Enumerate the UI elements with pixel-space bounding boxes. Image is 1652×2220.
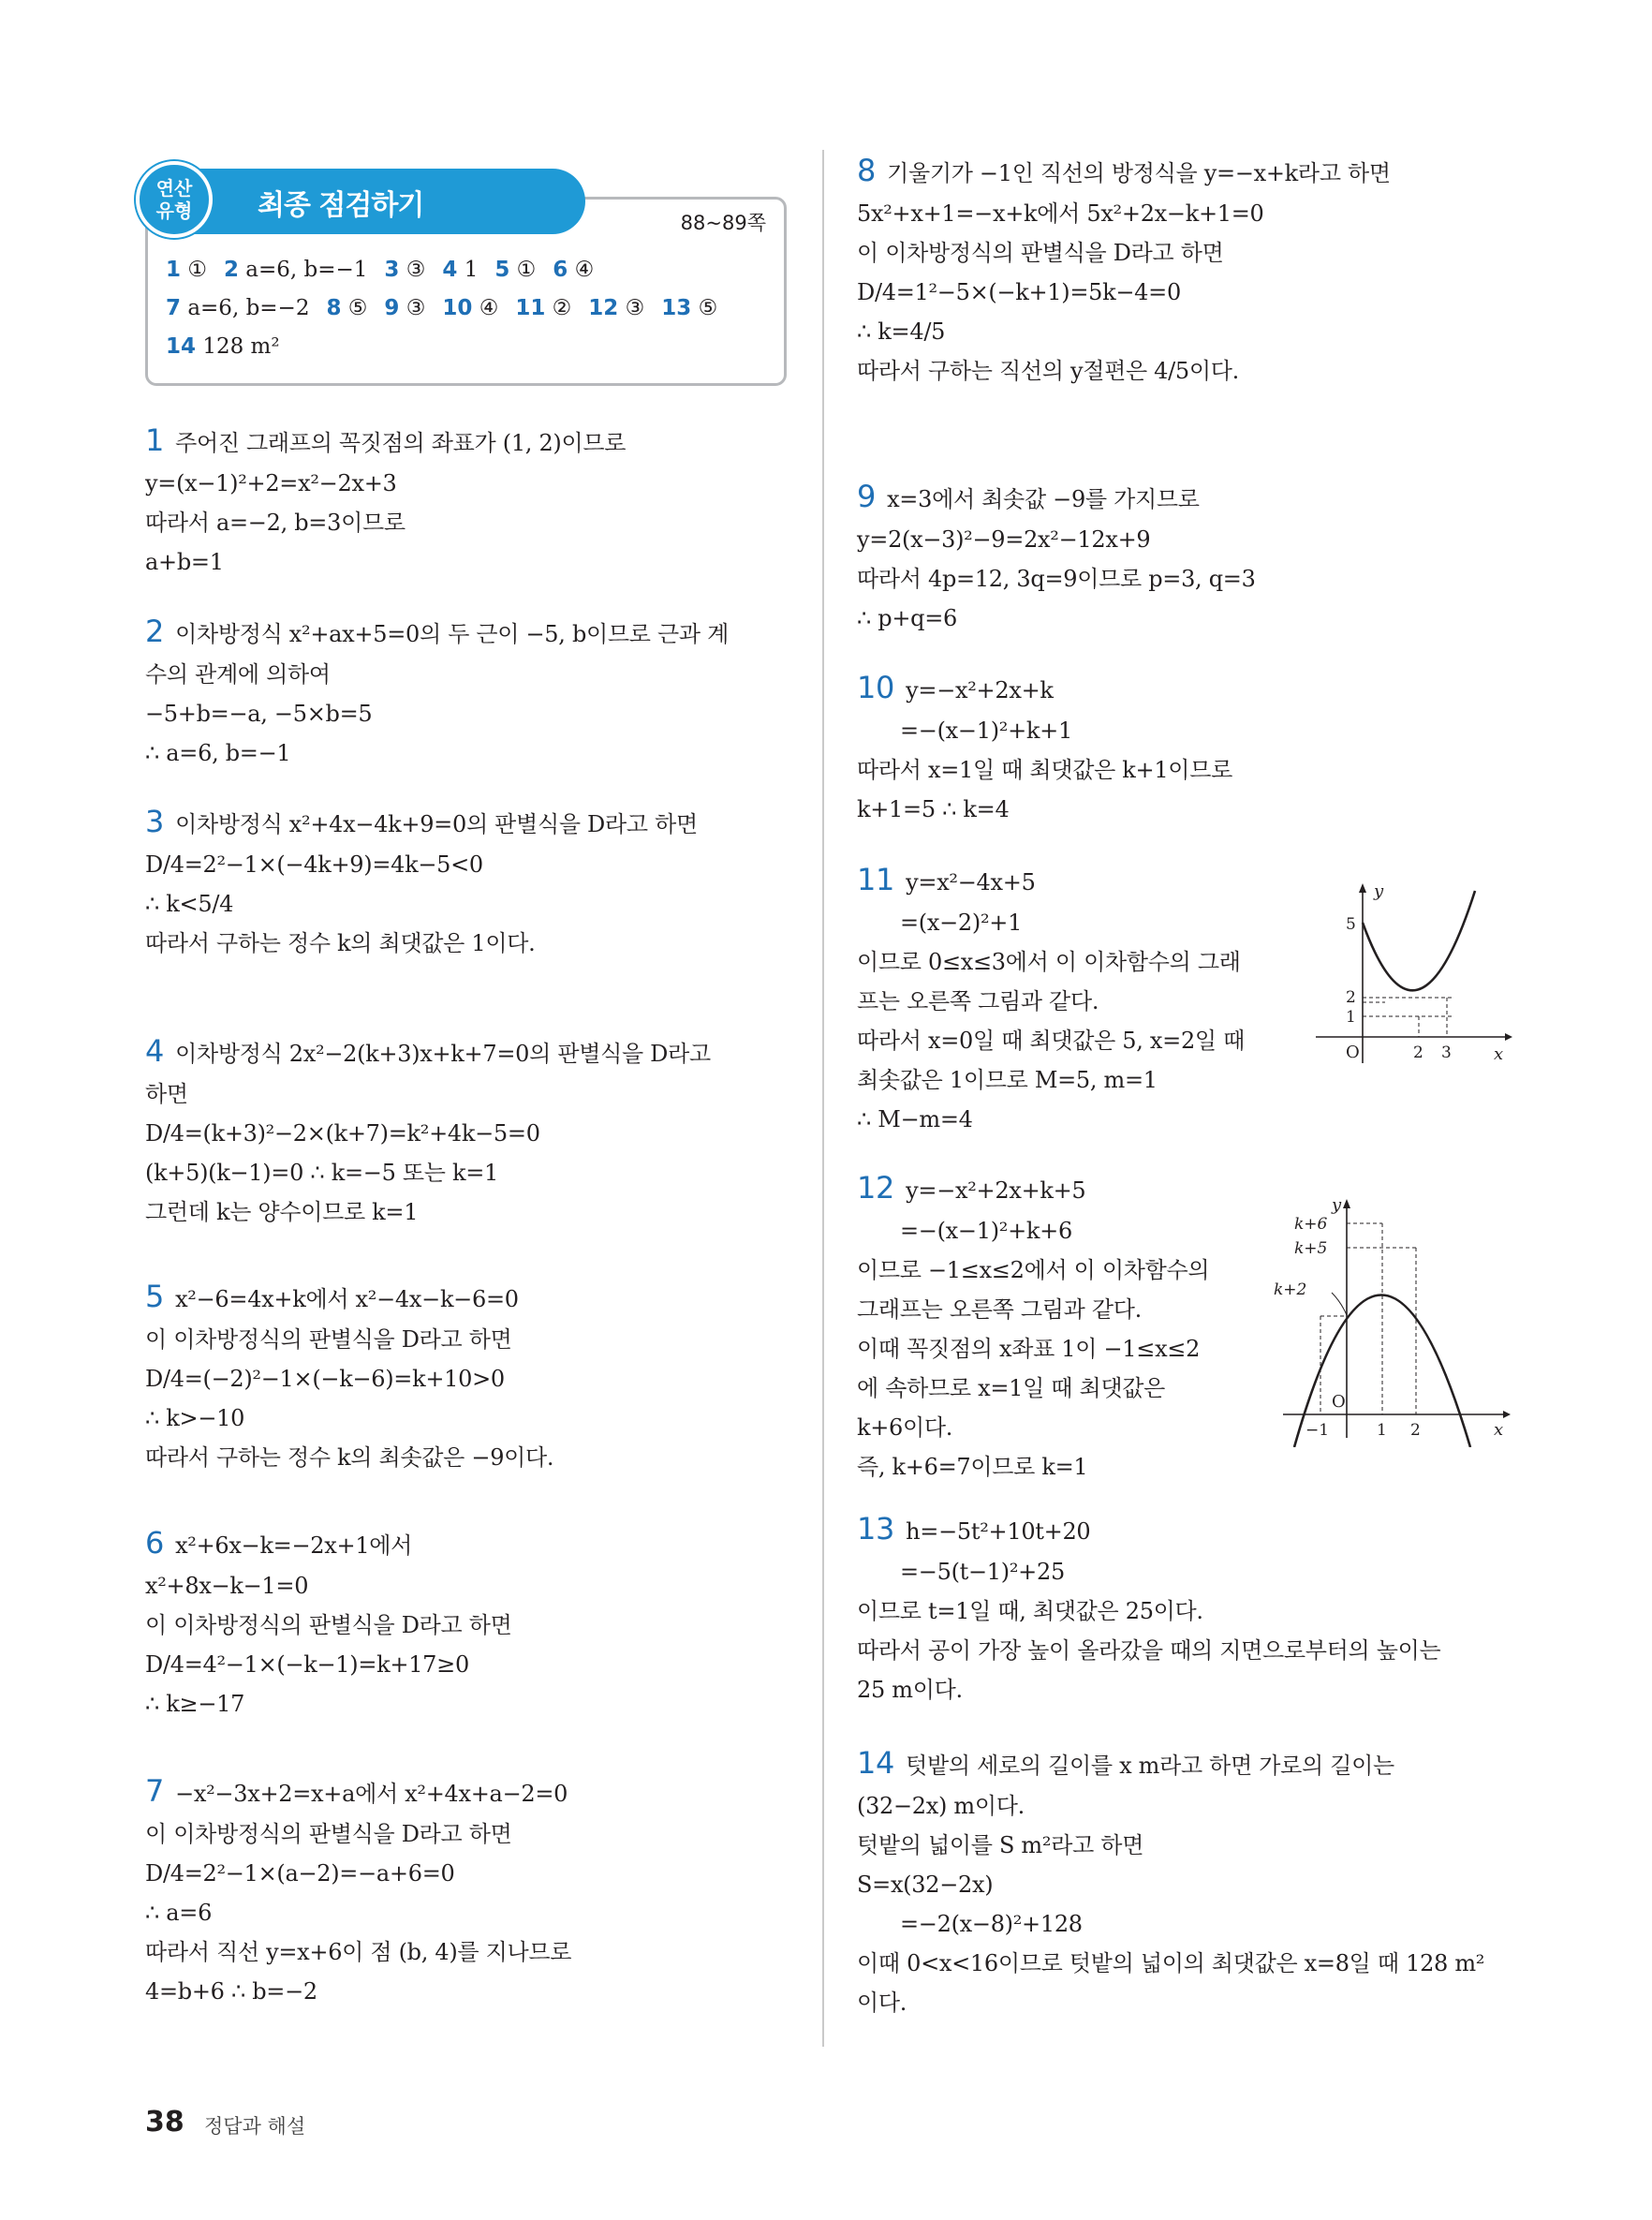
solution-line [145, 1814, 791, 1854]
solution-text: 이 이차방정식의 판별식을 D라고 하면 [145, 1326, 512, 1353]
solution-text: ∴ k>−10 [145, 1405, 245, 1431]
solution-text: 이므로 −1≤x≤2에서 이 이차함수의 [857, 1257, 1210, 1283]
graph12-y-tick-k6: k+6 [1294, 1215, 1328, 1234]
solution-14 [857, 1742, 1503, 2022]
solution-number: 2 [145, 614, 165, 649]
solution-text: =−(x−1)²+k+1 [900, 718, 1072, 744]
solution-text: (k+5)(k−1)=0 ∴ k=−5 또는 k=1 [145, 1160, 498, 1186]
solution-1 [145, 420, 791, 582]
solution-line [857, 1591, 1503, 1631]
solution-line [145, 1684, 791, 1724]
page-number: 38 [145, 2106, 184, 2139]
solution-text: =(x−2)²+1 [900, 910, 1023, 936]
solution-6 [145, 1522, 791, 1724]
answer-value: 1 [464, 258, 479, 282]
solution-text: =−2(x−8)²+128 [900, 1911, 1083, 1937]
answer-summary-box [145, 169, 787, 389]
answer-number: 9 [384, 296, 400, 320]
graph11-x-tick-2: 2 [1413, 1043, 1423, 1062]
solution-text: 이 이차방정식의 판별식을 D라고 하면 [857, 240, 1224, 266]
badge-line-1: 연산 [155, 177, 193, 200]
solution-line [857, 351, 1503, 391]
solution-line [857, 1552, 1503, 1591]
solution-text: D/4=4²−1×(−k−1)=k+17≥0 [145, 1651, 469, 1678]
column-divider [822, 150, 824, 2047]
solution-number: 7 [145, 1773, 165, 1809]
solution-number: 4 [145, 1033, 165, 1069]
solution-text: x²+8x−k−1=0 [145, 1573, 309, 1599]
graph12-x-tick-neg1: −1 [1305, 1421, 1330, 1440]
footer-label: 정답과 해설 [204, 2115, 306, 2138]
solution-text: D/4=(−2)²−1×(−k−6)=k+10>0 [145, 1366, 505, 1392]
answer-value: a=6, b=−2 [187, 296, 310, 320]
ribbon-dot [597, 184, 608, 195]
solution-line [857, 1670, 1503, 1709]
solution-line [857, 1100, 1503, 1139]
answer-value: a=6, b=−1 [245, 258, 368, 282]
answer-value: ① [187, 258, 207, 282]
solution-line [857, 1786, 1503, 1826]
answer-value: ⑤ [698, 296, 718, 320]
solution-text: ∴ p+q=6 [857, 605, 958, 631]
solution-9 [857, 476, 1503, 638]
answer-value: ③ [406, 258, 426, 282]
solution-text: D/4=1²−5×(−k+1)=5k−4=0 [857, 279, 1181, 305]
solution-line [857, 711, 1503, 750]
answer-number: 12 [588, 296, 619, 320]
summary-badge [136, 161, 213, 238]
solution-text: 에 속하므로 x=1일 때 최댓값은 [857, 1375, 1166, 1401]
solution-line [145, 1276, 791, 1320]
solution-line [857, 1508, 1503, 1552]
solution-text: 그래프는 오른쪽 그림과 같다. [857, 1296, 1142, 1323]
solution-text: 따라서 x=1일 때 최댓값은 k+1이므로 [857, 757, 1232, 783]
summary-answer-row [166, 251, 734, 289]
answer-value: ③ [625, 296, 645, 320]
graph11-y-tick-1: 1 [1346, 1008, 1356, 1027]
solution-text: 이차방정식 x²+ax+5=0의 두 근이 −5, b이므로 근과 계 [175, 621, 729, 647]
answer-number: 11 [515, 296, 546, 320]
solution-number: 10 [857, 670, 895, 705]
solution-number: 11 [857, 862, 895, 897]
solution-text: 최솟값은 1이므로 M=5, m=1 [857, 1067, 1158, 1093]
solution-line [145, 503, 791, 542]
solution-number: 5 [145, 1279, 165, 1314]
answer-number: 13 [661, 296, 692, 320]
answer-value: ② [552, 296, 572, 320]
solution-text: 따라서 a=−2, b=3이므로 [145, 510, 406, 536]
answer-number: 4 [442, 258, 458, 282]
graph11-y-tick-5: 5 [1346, 915, 1356, 934]
summary-answer-row [166, 289, 734, 328]
solution-line [145, 1854, 791, 1893]
solution-text: 이차방정식 2x²−2(k+3)x+k+7=0의 판별식을 D라고 [175, 1041, 711, 1067]
solution-line [145, 1399, 791, 1438]
solution-line [145, 733, 791, 773]
solution-text: 주어진 그래프의 꼭짓점의 좌표가 (1, 2)이므로 [175, 430, 627, 456]
solution-line [145, 1153, 791, 1192]
solution-text: 따라서 구하는 직선의 y절편은 4/5이다. [857, 358, 1240, 384]
solution-line [145, 1359, 791, 1399]
solution-line [145, 464, 791, 503]
solution-line [857, 312, 1503, 351]
solution-line [145, 1566, 791, 1606]
solution-10 [857, 667, 1503, 829]
solution-5 [145, 1276, 791, 1477]
solution-text: 이다. [857, 1990, 907, 2016]
answer-value: ④ [574, 258, 595, 282]
solution-line [857, 150, 1503, 194]
solution-text: 그런데 k는 양수이므로 k=1 [145, 1199, 419, 1225]
solution-text: 따라서 구하는 정수 k의 최댓값은 1이다. [145, 930, 536, 956]
solution-text: 4=b+6 ∴ b=−2 [145, 1978, 317, 2005]
answer-value: ⑤ [347, 296, 368, 320]
solution-line [145, 1522, 791, 1566]
solution-text: ∴ M−m=4 [857, 1106, 973, 1132]
solution-number: 8 [857, 153, 877, 188]
solution-line [145, 1320, 791, 1359]
solution-line [857, 599, 1503, 638]
solution-4 [145, 1030, 791, 1232]
solution-line [857, 790, 1503, 829]
solution-text: ∴ k≥−17 [145, 1691, 245, 1717]
solution-text: (32−2x) m이다. [857, 1793, 1025, 1819]
solution-text: 하면 [145, 1081, 188, 1107]
solution-number: 3 [145, 804, 165, 839]
solution-text: 이 이차방정식의 판별식을 D라고 하면 [145, 1821, 512, 1847]
solution-line [145, 420, 791, 464]
solution-text: ∴ a=6, b=−1 [145, 740, 291, 766]
solution-text: y=−x²+2x+k [906, 677, 1054, 703]
solution-line [857, 1865, 1503, 1904]
solution-line [857, 273, 1503, 312]
solution-line [145, 1770, 791, 1814]
solution-text: 따라서 x=0일 때 최댓값은 5, x=2일 때 [857, 1028, 1246, 1054]
answer-number: 5 [494, 258, 510, 282]
solution-text: ∴ k<5/4 [145, 891, 234, 917]
answer-number: 7 [166, 296, 182, 320]
solution-line [857, 1904, 1503, 1944]
solution-line [857, 520, 1503, 559]
solution-text: x²−6=4x+k에서 x²−4x−k−6=0 [175, 1286, 519, 1312]
solution-text: −5+b=−a, −5×b=5 [145, 701, 373, 727]
solution-text: 5x²+x+1=−x+k에서 5x²+2x−k+1=0 [857, 200, 1264, 227]
solution-text: D/4=2²−1×(−4k+9)=4k−5<0 [145, 851, 483, 878]
solution-text: y=2(x−3)²−9=2x²−12x+9 [857, 526, 1151, 553]
solution-text: 따라서 공이 가장 높이 올라갔을 때의 지면으로부터의 높이는 [857, 1637, 1441, 1664]
solution-8 [857, 150, 1503, 391]
solution-text: 이때 꼭짓점의 x좌표 1이 −1≤x≤2 [857, 1336, 1201, 1362]
solution-text: 이때 0<x<16이므로 텃밭의 넓이의 최댓값은 x=8일 때 128 m² [857, 1950, 1485, 1976]
solution-text: a+b=1 [145, 549, 224, 575]
graph12-y-tick-k2: k+2 [1274, 1280, 1307, 1299]
solution-text: 이므로 0≤x≤3에서 이 이차함수의 그래 [857, 949, 1241, 975]
solution-line [857, 667, 1503, 711]
summary-answer-row [166, 328, 734, 366]
solution-text: ∴ k=4/5 [857, 318, 946, 345]
solution-text: 프는 오른쪽 그림과 같다. [857, 988, 1099, 1014]
solution-line [145, 1606, 791, 1645]
solution-line [145, 694, 791, 733]
answer-number: 10 [442, 296, 473, 320]
summary-pages: 88~89쪽 [680, 212, 766, 234]
solution-text: 따라서 직선 y=x+6이 점 (b, 4)를 지나므로 [145, 1939, 572, 1965]
solution-line [857, 1944, 1503, 1983]
solution-text: 25 m이다. [857, 1677, 963, 1703]
graph11-x-label: x [1494, 1044, 1504, 1064]
solution-text: 즉, k+6=7이므로 k=1 [857, 1454, 1088, 1480]
solution-text: 텃밭의 세로의 길이를 x m라고 하면 가로의 길이는 [906, 1753, 1394, 1779]
solution-number: 13 [857, 1511, 895, 1547]
solution-text: k+6이다. [857, 1414, 953, 1441]
solution-text: y=x²−4x+5 [906, 869, 1036, 895]
solution-2 [145, 611, 791, 773]
solution-line [857, 1742, 1503, 1786]
solution-line [145, 1030, 791, 1074]
graph-problem-12 [1274, 1190, 1512, 1447]
solution-number: 14 [857, 1745, 895, 1781]
solution-text: =−5(t−1)²+25 [900, 1559, 1065, 1585]
answer-number: 3 [384, 258, 400, 282]
solution-text: ∴ a=6 [145, 1900, 213, 1926]
solution-number: 12 [857, 1170, 895, 1206]
graph11-y-label: y [1374, 881, 1384, 901]
graph12-x-label: x [1494, 1420, 1504, 1440]
graph11-origin: O [1346, 1043, 1360, 1062]
solution-text: k+1=5 ∴ k=4 [857, 796, 1010, 822]
solution-line [857, 1983, 1503, 2022]
solution-text: S=x(32−2x) [857, 1872, 994, 1898]
graph12-x-tick-1: 1 [1377, 1421, 1387, 1440]
solution-text: 수의 관계에 의하여 [145, 661, 331, 688]
summary-title: 최종 점검하기 [258, 189, 424, 222]
solution-3 [145, 801, 791, 963]
answer-number: 6 [553, 258, 568, 282]
solution-line [857, 233, 1503, 273]
solution-text: 이차방정식 x²+4x−4k+9=0의 판별식을 D라고 하면 [175, 811, 698, 837]
solution-line [145, 801, 791, 845]
solution-line [145, 1074, 791, 1114]
solution-text: y=−x²+2x+k+5 [906, 1177, 1086, 1204]
solution-text: 따라서 구하는 정수 k의 최솟값은 −9이다. [145, 1444, 554, 1471]
solution-text: D/4=2²−1×(a−2)=−a+6=0 [145, 1860, 455, 1887]
answer-number: 1 [166, 258, 182, 282]
graph12-y-label: y [1332, 1195, 1342, 1215]
solution-line [857, 476, 1503, 520]
answer-value: ① [516, 258, 537, 282]
solution-line [145, 1893, 791, 1932]
answer-value: 128 m² [202, 334, 280, 359]
solution-number: 1 [145, 422, 165, 458]
graph12-x-tick-2: 2 [1410, 1421, 1421, 1440]
solution-line [857, 750, 1503, 790]
solution-text: 따라서 4p=12, 3q=9이므로 p=3, q=3 [857, 566, 1256, 592]
answer-value: ④ [479, 296, 499, 320]
solution-line [857, 1447, 1503, 1487]
solution-line [145, 1932, 791, 1972]
solution-line [145, 1645, 791, 1684]
summary-ribbon [183, 169, 585, 234]
solution-line [145, 845, 791, 884]
solution-text: =−(x−1)²+k+6 [900, 1218, 1072, 1244]
solution-number: 9 [857, 479, 877, 514]
solution-line [857, 559, 1503, 599]
solution-line [145, 611, 791, 655]
solution-line [145, 1972, 791, 2011]
badge-line-2: 유형 [155, 200, 193, 222]
solution-text: y=(x−1)²+2=x²−2x+3 [145, 470, 397, 496]
answer-number: 2 [223, 258, 239, 282]
solution-text: 이므로 t=1일 때, 최댓값은 25이다. [857, 1598, 1203, 1624]
solution-text: D/4=(k+3)²−2×(k+7)=k²+4k−5=0 [145, 1120, 540, 1147]
solution-line [857, 1826, 1503, 1865]
solution-line [145, 884, 791, 924]
solution-line [145, 542, 791, 582]
solution-line [145, 924, 791, 963]
graph12-origin: O [1332, 1392, 1346, 1412]
answer-value: ③ [406, 296, 426, 320]
solution-13 [857, 1508, 1503, 1709]
summary-answers [166, 251, 734, 366]
answer-number: 8 [326, 296, 342, 320]
solution-text: h=−5t²+10t+20 [906, 1518, 1091, 1545]
solution-line [145, 1192, 791, 1232]
solution-line [145, 1438, 791, 1477]
graph-problem-11 [1306, 876, 1512, 1068]
solution-text: 이 이차방정식의 판별식을 D라고 하면 [145, 1612, 512, 1638]
graph11-y-tick-2: 2 [1346, 988, 1356, 1007]
graph11-x-tick-3: 3 [1441, 1043, 1452, 1062]
answer-number: 14 [166, 334, 197, 359]
solution-number: 6 [145, 1525, 165, 1561]
solution-7 [145, 1770, 791, 2011]
solution-line [145, 1114, 791, 1153]
solution-text: 텃밭의 넓이를 S m²라고 하면 [857, 1832, 1144, 1858]
solution-line [857, 1631, 1503, 1670]
solution-text: −x²−3x+2=x+a에서 x²+4x+a−2=0 [175, 1781, 568, 1807]
solution-text: x²+6x−k=−2x+1에서 [175, 1532, 413, 1559]
graph12-y-tick-k5: k+5 [1294, 1239, 1328, 1258]
solution-line [857, 194, 1503, 233]
solution-text: 기울기가 −1인 직선의 방정식을 y=−x+k라고 하면 [887, 160, 1391, 186]
solution-line [145, 655, 791, 694]
solution-text: x=3에서 최솟값 −9를 가지므로 [887, 486, 1200, 512]
